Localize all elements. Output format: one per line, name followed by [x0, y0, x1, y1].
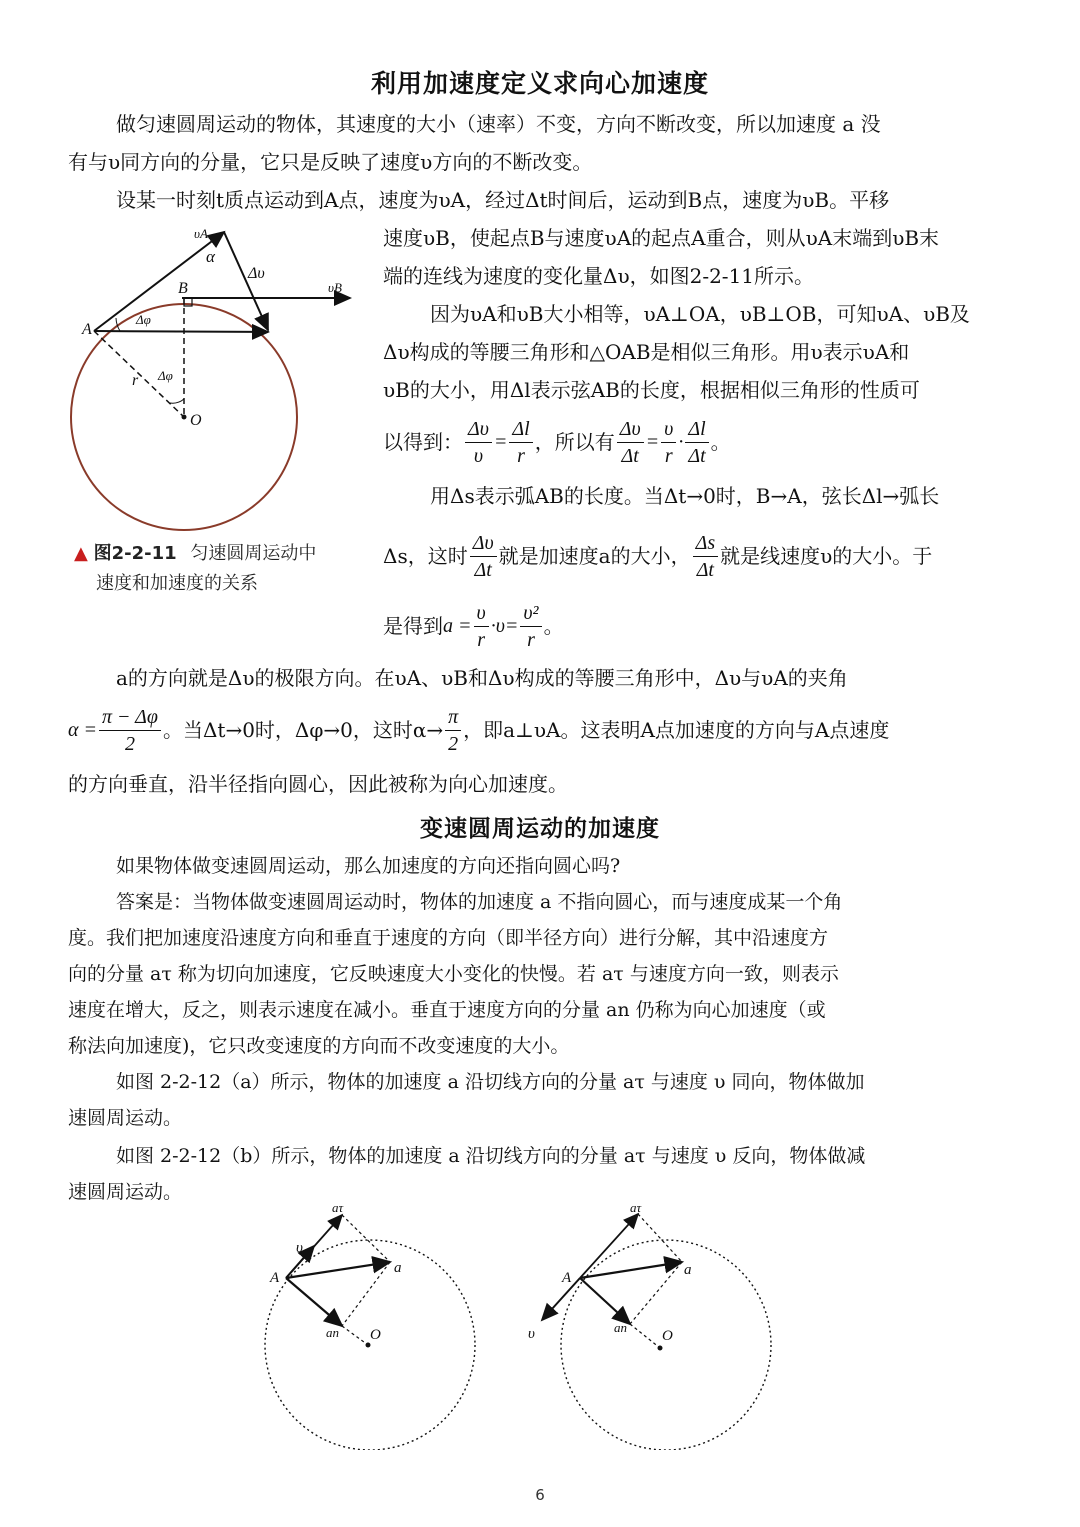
label-a-tau: aτ	[630, 1200, 642, 1215]
paragraph-line: 设某一时刻t质点运动到A点，速度为υA，经过Δt时间后，运动到B点，速度为υB。平移	[116, 188, 890, 212]
normal-accel-vector	[580, 1278, 630, 1324]
equals-sign: =	[645, 431, 660, 453]
paragraph-line: 度。我们把加速度沿速度方向和垂直于速度的方向（即半径方向）进行分解，其中沿速度方	[68, 927, 829, 949]
page-number: 6	[535, 1486, 545, 1504]
paragraph-line: 因为υA和υB大小相等，υA⊥OA，υB⊥OB，可知υA、υB及	[430, 302, 970, 326]
numerator: Δυ	[617, 416, 644, 443]
fraction-dv-over-dt	[470, 530, 497, 583]
label-a-n: an	[326, 1325, 339, 1340]
dashed-construction-line	[342, 1215, 390, 1262]
fraction-ds-over-dt	[693, 530, 719, 583]
denominator: 2	[448, 732, 459, 755]
label-delta-phi-2: Δφ	[158, 368, 173, 383]
center-point	[658, 1346, 663, 1351]
caption-number: 图2-2-11	[93, 543, 177, 564]
text-run: 就是加速度a的大小，	[498, 544, 691, 568]
label-point-a: A	[270, 1270, 280, 1286]
label-point-a: A	[562, 1270, 572, 1286]
label-point-o: O	[662, 1328, 673, 1344]
text-run: 以得到：	[383, 430, 463, 454]
paragraph-line: 如图 2-2-12（a）所示，物体的加速度 a 沿切线方向的分量 aτ 与速度 υ 同向，物体做加	[116, 1071, 865, 1093]
label-accel: a	[394, 1260, 402, 1276]
denominator: Δt	[688, 444, 706, 467]
denominator: 2	[124, 732, 135, 755]
equals-sign: =	[504, 615, 519, 637]
paragraph-line: a的方向就是Δυ的极限方向。在υA、υB和Δυ构成的等腰三角形中，Δυ与υA的夹角	[116, 666, 848, 690]
label-delta-phi-1: Δφ	[136, 312, 151, 327]
label-vb: υB	[328, 280, 342, 295]
denominator: r	[477, 628, 485, 651]
dashed-radius-line	[342, 1326, 368, 1345]
fraction-pi-over-2	[445, 704, 461, 757]
label-accel: a	[684, 1262, 692, 1278]
denominator: Δt	[696, 558, 714, 581]
denominator: Δt	[621, 444, 639, 467]
paragraph-line: 速圆周运动。	[68, 1181, 183, 1203]
paragraph-line: 速度在增大，反之，则表示速度在减小。垂直于速度方向的分量 an 仍称为向心加速度（或	[68, 999, 826, 1021]
numerator: π − Δφ	[99, 704, 161, 731]
paragraph-line: 向的分量 aτ 称为切向加速度，它反映速度大小变化的快慢。若 aτ 与速度方向一致，则表示	[68, 963, 839, 985]
figure-2-2-12-b	[520, 1200, 780, 1450]
angle-arc-dphi-center	[170, 399, 184, 403]
figure-2-2-11	[60, 220, 360, 540]
numerator: π	[445, 704, 461, 731]
fraction-dv-over-v	[465, 416, 492, 469]
accel-vector	[580, 1262, 682, 1278]
label-va: υA	[194, 226, 208, 241]
numerator: Δl	[685, 416, 708, 443]
dashed-construction-line	[638, 1214, 682, 1262]
label-delta-v: Δυ	[248, 265, 265, 282]
triangle-marker-icon: ▲	[74, 543, 88, 564]
paragraph-line: 如果物体做变速圆周运动，那么加速度的方向还指向圆心吗?	[116, 855, 621, 877]
tangential-accel-vector	[286, 1215, 342, 1278]
denominator: υ	[473, 444, 484, 467]
label-point-o: O	[190, 412, 202, 429]
label-a-tau: aτ	[332, 1200, 344, 1215]
paragraph-line: 做匀速圆周运动的物体，其速度的大小（速率）不变，方向不断改变，所以加速度 a 没	[116, 112, 881, 136]
center-point	[366, 1343, 371, 1348]
denominator: r	[664, 444, 673, 467]
paragraph-line: 速度υB，使起点B与速度υA的起点A重合，则从υA末端到υB末	[383, 226, 940, 250]
numerator: Δl	[509, 416, 532, 443]
paragraph-line: 称法向加速度)，它只改变速度的方向而不改变速度的大小。	[68, 1035, 570, 1057]
dot-operator: ·	[490, 615, 496, 637]
text-run: ，所以有	[534, 430, 615, 454]
label-alpha: α	[206, 247, 215, 266]
equation-line-accel-magnitude	[383, 526, 932, 586]
dot-operator: ·	[678, 431, 684, 453]
circle-path	[561, 1240, 771, 1450]
text-run: ，即a⊥υA。这表明A点加速度的方向与A点速度	[463, 718, 890, 742]
fraction-dl-over-r	[509, 416, 532, 469]
velocity-vector	[542, 1278, 580, 1320]
paragraph-line: Δυ构成的等腰三角形和△OAB是相似三角形。用υ表示υA和	[383, 340, 910, 364]
numerator: υ	[474, 600, 489, 627]
dashed-construction-line	[630, 1262, 682, 1324]
center-point	[182, 415, 187, 420]
label-point-b: B	[178, 280, 188, 297]
numerator: Δυ	[465, 416, 492, 443]
numerator: υ²	[520, 600, 541, 627]
fraction-alpha	[99, 704, 161, 757]
section-title-variable-speed: 变速圆周运动的加速度	[420, 816, 660, 842]
fraction-dv-over-dt	[617, 416, 644, 469]
numerator: Δυ	[470, 530, 497, 557]
equals-sign: =	[493, 431, 508, 453]
paragraph-line: 端的连线为速度的变化量Δυ，如图2-2-11所示。	[383, 264, 815, 288]
equation-line-similar-triangles	[383, 412, 731, 472]
text-run: 。当Δt→0时，Δφ→0，这时α→	[162, 718, 444, 742]
equation-line-alpha	[68, 698, 889, 762]
dashed-radius-line	[630, 1324, 660, 1348]
velocity-b-translated-vector	[94, 331, 268, 332]
velocity-symbol: υ	[495, 615, 505, 637]
text-run: 是得到	[383, 614, 443, 638]
paragraph-line: 答案是：当物体做变速圆周运动时，物体的加速度 a 不指向圆心，而与速度成某一个角	[116, 891, 843, 913]
denominator: Δt	[474, 558, 492, 581]
equation-line-centripetal-formula	[383, 596, 564, 656]
denominator: r	[527, 628, 535, 651]
fraction-v-over-r	[661, 416, 676, 469]
paragraph-line: 的方向垂直，沿半径指向圆心，因此被称为向心加速度。	[68, 772, 568, 796]
figure-2-2-12-a	[260, 1200, 500, 1450]
alpha-equals: α =	[68, 719, 97, 741]
paragraph-line: 用Δs表示弧AB的长度。当Δt→0时，B→A，弦长Δl→弧长	[430, 484, 940, 508]
dashed-construction-line	[342, 1262, 390, 1326]
denominator: r	[517, 444, 525, 467]
caption-text: 匀速圆周运动中	[190, 543, 317, 564]
text-run: 。	[710, 430, 731, 454]
label-point-a: A	[82, 321, 92, 338]
label-radius: r	[132, 372, 139, 389]
label-velocity: υ	[528, 1326, 535, 1342]
normal-accel-vector	[286, 1278, 342, 1326]
section-title-centripetal: 利用加速度定义求向心加速度	[370, 69, 709, 98]
paragraph-line: 如图 2-2-12（b）所示，物体的加速度 a 沿切线方向的分量 aτ 与速度 υ 反向，物体做减	[116, 1145, 866, 1167]
fraction-v-over-r	[474, 600, 489, 653]
text-run: 。	[543, 614, 564, 638]
paragraph-line: 速圆周运动。	[68, 1107, 183, 1129]
paragraph-line: υB的大小，用Δl表示弦AB的长度，根据相似三角形的性质可	[383, 378, 920, 402]
velocity-a-vector	[94, 232, 224, 331]
label-point-o: O	[370, 1327, 381, 1343]
fraction-dl-over-dt	[685, 416, 708, 469]
a-equals: a =	[443, 615, 472, 637]
caption-text-line2: 速度和加速度的关系	[96, 573, 258, 594]
paragraph-line: 有与υ同方向的分量，它只是反映了速度υ方向的不断改变。	[68, 150, 593, 174]
text-run: 就是线速度υ的大小。于	[720, 544, 933, 568]
label-velocity: υ	[296, 1240, 303, 1256]
accel-vector	[286, 1262, 390, 1278]
numerator: Δs	[693, 530, 719, 557]
text-run: Δs，这时	[383, 544, 468, 568]
numerator: υ	[661, 416, 676, 443]
label-a-n: an	[614, 1320, 627, 1335]
fraction-v2-over-r	[520, 600, 541, 653]
tangential-accel-vector	[580, 1214, 638, 1278]
figure-caption	[74, 540, 316, 568]
